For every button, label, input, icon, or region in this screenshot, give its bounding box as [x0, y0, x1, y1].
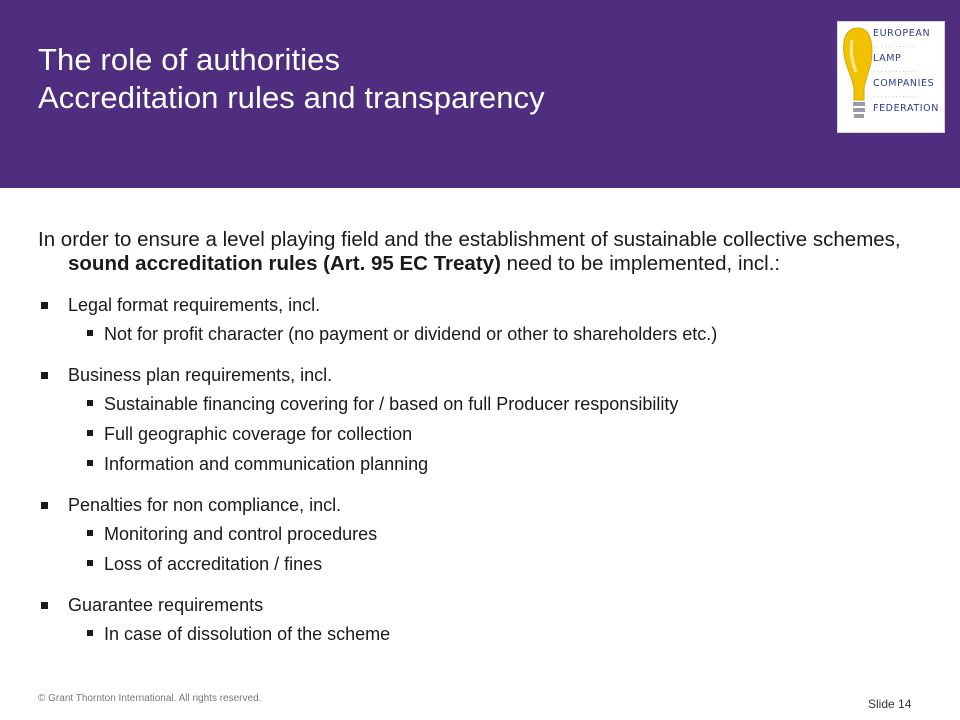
square-bullet-icon: [87, 400, 93, 406]
lamp-bulb-icon: [838, 22, 878, 132]
sub-item-text: In case of dissolution of the scheme: [104, 624, 391, 644]
sub-list-item: [68, 552, 928, 576]
list-item: [38, 364, 928, 476]
logo-divider: ············: [873, 67, 917, 76]
square-bullet-icon: [87, 530, 93, 536]
title-line-2: Accreditation rules and transparency: [38, 80, 545, 115]
logo-wordmark: [873, 28, 945, 115]
intro-text-bold: sound accreditation rules (Art. 95 EC Treaty): [68, 252, 501, 275]
sub-list-item: [68, 452, 928, 476]
intro-paragraph: [38, 228, 928, 276]
square-bullet-icon: [87, 560, 93, 566]
sub-list: [68, 522, 928, 576]
slide-header: [0, 0, 960, 188]
square-bullet-icon: [41, 302, 48, 309]
logo-divider: ············: [873, 92, 917, 101]
sub-list-item: [68, 322, 928, 346]
intro-text-end: need to be implemented, incl.:: [500, 252, 781, 275]
requirements-list: [38, 294, 928, 646]
sub-list-item: [68, 522, 928, 546]
copyright-notice: © Grant Thornton International. All rights reserved.: [38, 693, 262, 704]
sub-item-text: Full geographic coverage for collection: [104, 424, 413, 444]
section-label: Legal format requirements, incl.: [68, 295, 321, 315]
square-bullet-icon: [87, 630, 93, 636]
elc-federation-logo: [837, 21, 945, 133]
section-label: Guarantee requirements: [68, 595, 264, 615]
intro-text-start: In order to ensure a level playing field and the establishment of sustainable collective schemes,: [38, 228, 901, 251]
logo-divider: ············: [873, 42, 917, 51]
sub-item-text: Loss of accreditation / fines: [104, 554, 323, 574]
square-bullet-icon: [87, 430, 93, 436]
list-item: [38, 294, 928, 346]
logo-word-3: COMPANIES: [873, 78, 935, 89]
section-label: Business plan requirements, incl.: [68, 365, 333, 385]
sub-item-text: Sustainable financing covering for / based on full Producer responsibility: [104, 394, 679, 414]
sub-list-item: [68, 392, 928, 416]
sub-list: [68, 622, 928, 646]
square-bullet-icon: [87, 460, 93, 466]
sub-item-text: Monitoring and control procedures: [104, 524, 378, 544]
section-label: Penalties for non compliance, incl.: [68, 495, 342, 515]
slide-number: Slide 14: [868, 697, 912, 711]
square-bullet-icon: [87, 330, 93, 336]
sub-item-text: Not for profit character (no payment or dividend or other to shareholders etc.): [104, 324, 718, 344]
sub-list: [68, 322, 928, 346]
square-bullet-icon: [41, 502, 48, 509]
list-item: [38, 494, 928, 576]
sub-item-text: Information and communication planning: [104, 454, 429, 474]
sub-list-item: [68, 622, 928, 646]
slide-title: [38, 41, 545, 117]
logo-word-4: FEDERATION: [873, 103, 939, 114]
logo-word-2: LAMP: [873, 53, 902, 64]
square-bullet-icon: [41, 602, 48, 609]
slide-body: [38, 228, 928, 652]
square-bullet-icon: [41, 372, 48, 379]
list-item: [38, 594, 928, 646]
logo-word-1: EUROPEAN: [873, 28, 931, 39]
title-line-1: The role of authorities: [38, 42, 341, 77]
sub-list: [68, 392, 928, 476]
sub-list-item: [68, 422, 928, 446]
